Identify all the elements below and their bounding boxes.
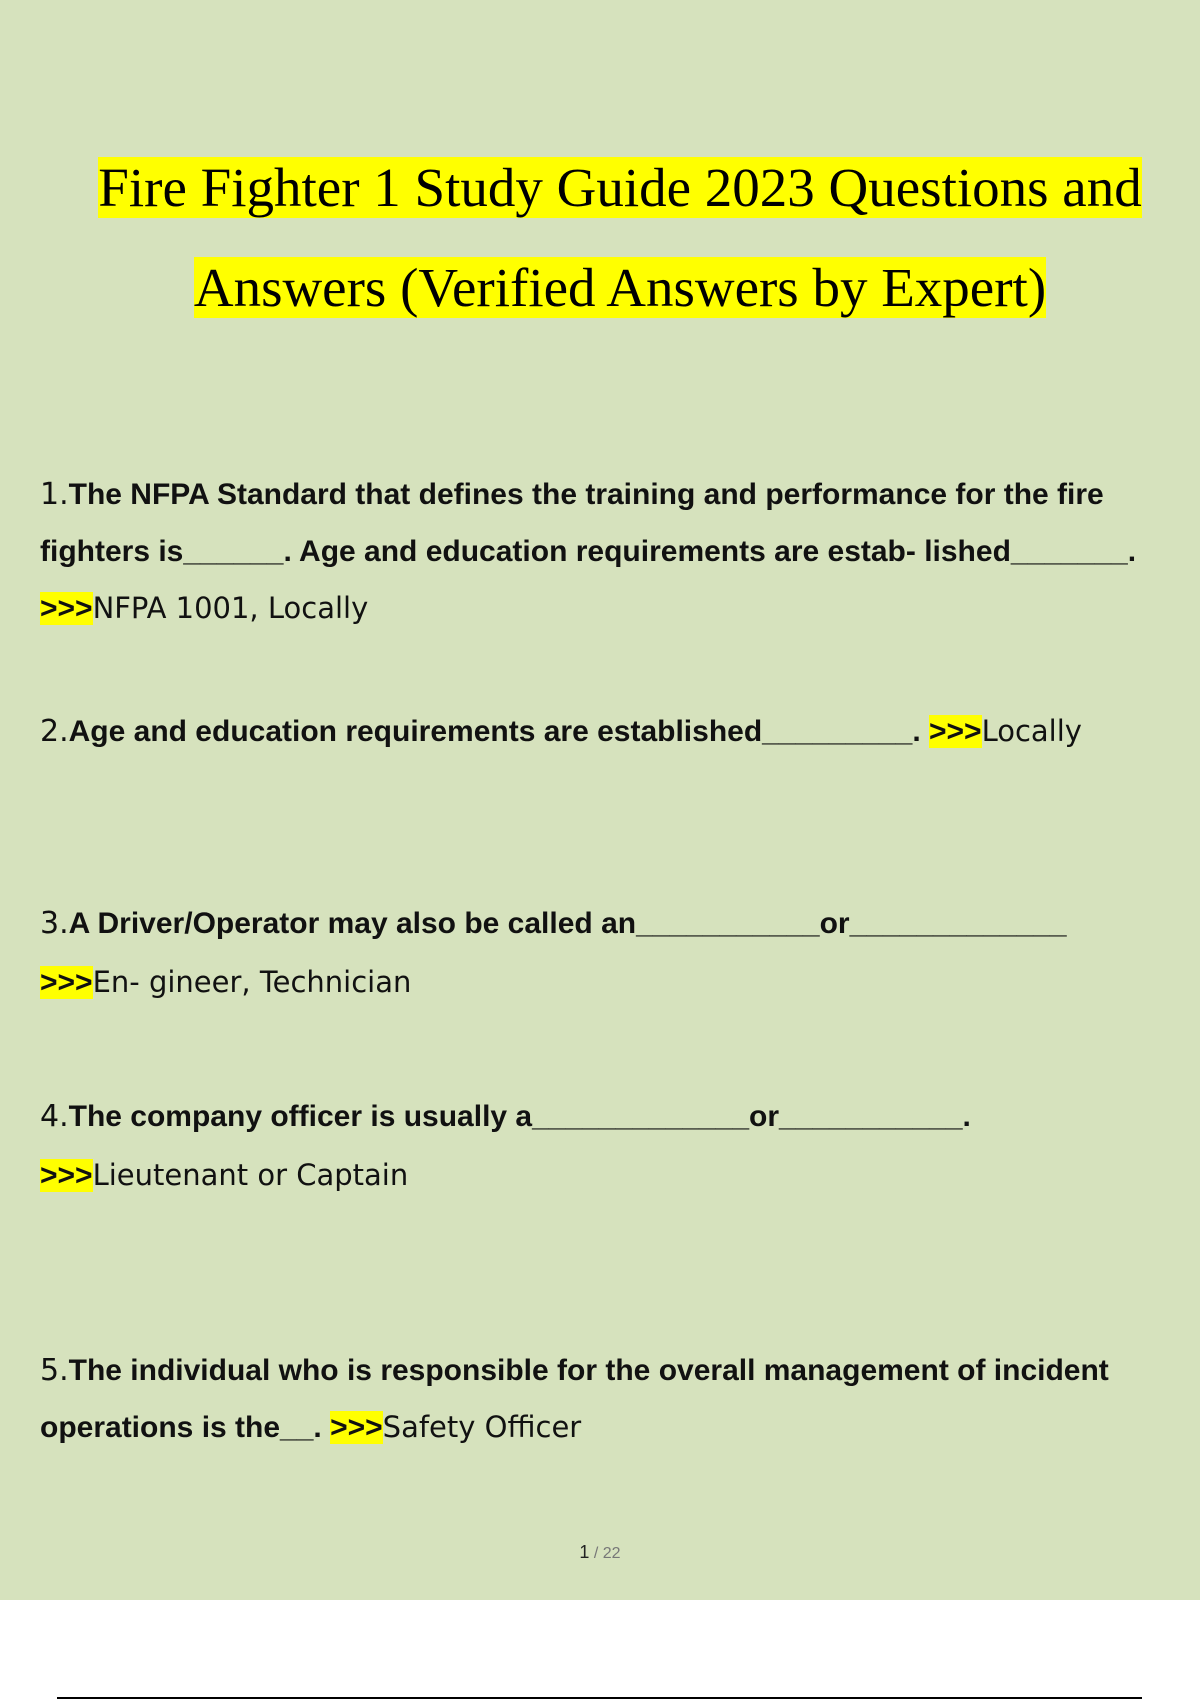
question-2 [40, 703, 1165, 760]
question-punctuation: . [313, 1411, 331, 1444]
question-number: 5. [40, 1353, 69, 1388]
answer-text: Lieutenant or Captain [92, 1158, 409, 1192]
question-text: or [749, 1100, 780, 1133]
question-1 [40, 466, 1165, 637]
question-punctuation: . [912, 715, 929, 748]
page-current: 1 [579, 1542, 590, 1562]
question-text: The NFPA Standard that defines the training and performance for the fire fighters is [40, 478, 1104, 568]
title-line-1: Fire Fighter 1 Study Guide 2023 Questions and [98, 157, 1142, 218]
answer-blank: ___________ [779, 1100, 963, 1133]
page-number [0, 1542, 1200, 1563]
question-4 [40, 1088, 1165, 1205]
answer-blank: ______ [183, 535, 284, 568]
question-number: 3. [40, 906, 69, 941]
answer-blank: _______ [1010, 535, 1128, 568]
answer-text: Locally [981, 714, 1082, 748]
page-total: / 22 [589, 1545, 621, 1562]
answer-marker: >>> [40, 1159, 93, 1192]
question-number: 2. [40, 714, 69, 749]
next-page-rule [57, 1697, 1142, 1699]
answer-marker: >>> [929, 715, 982, 748]
question-3 [40, 895, 1165, 1012]
answer-blank: _____________ [532, 1100, 750, 1133]
question-punctuation: . [962, 1100, 971, 1133]
question-text: . Age and education requirements are estab- lished [283, 535, 1011, 568]
question-text: Age and education requirements are established [68, 715, 763, 748]
answer-blank: __ [280, 1411, 314, 1444]
answer-marker: >>> [330, 1411, 383, 1444]
question-number: 1. [40, 477, 69, 512]
answer-marker: >>> [40, 966, 93, 999]
question-text: The individual who is responsible for the overall management of incident operations is the [40, 1354, 1109, 1444]
question-number: 4. [40, 1099, 69, 1134]
answer-blank: ___________ [636, 907, 820, 940]
document-title [60, 138, 1180, 338]
answer-blank: _____________ [849, 907, 1067, 940]
title-line-2: Answers (Verified Answers by Expert) [193, 257, 1047, 318]
answer-blank: _________ [762, 715, 913, 748]
question-text: A Driver/Operator may also be called an [68, 907, 637, 940]
question-text: The company officer is usually a [68, 1100, 533, 1133]
question-text: or [819, 907, 850, 940]
answer-text: NFPA 1001, Locally [92, 591, 369, 625]
answer-text: Safety Officer [382, 1410, 582, 1444]
answer-text: En- gineer, Technician [92, 965, 412, 999]
question-punctuation: . [1127, 535, 1137, 568]
question-5 [40, 1343, 1165, 1456]
answer-marker: >>> [40, 592, 93, 625]
